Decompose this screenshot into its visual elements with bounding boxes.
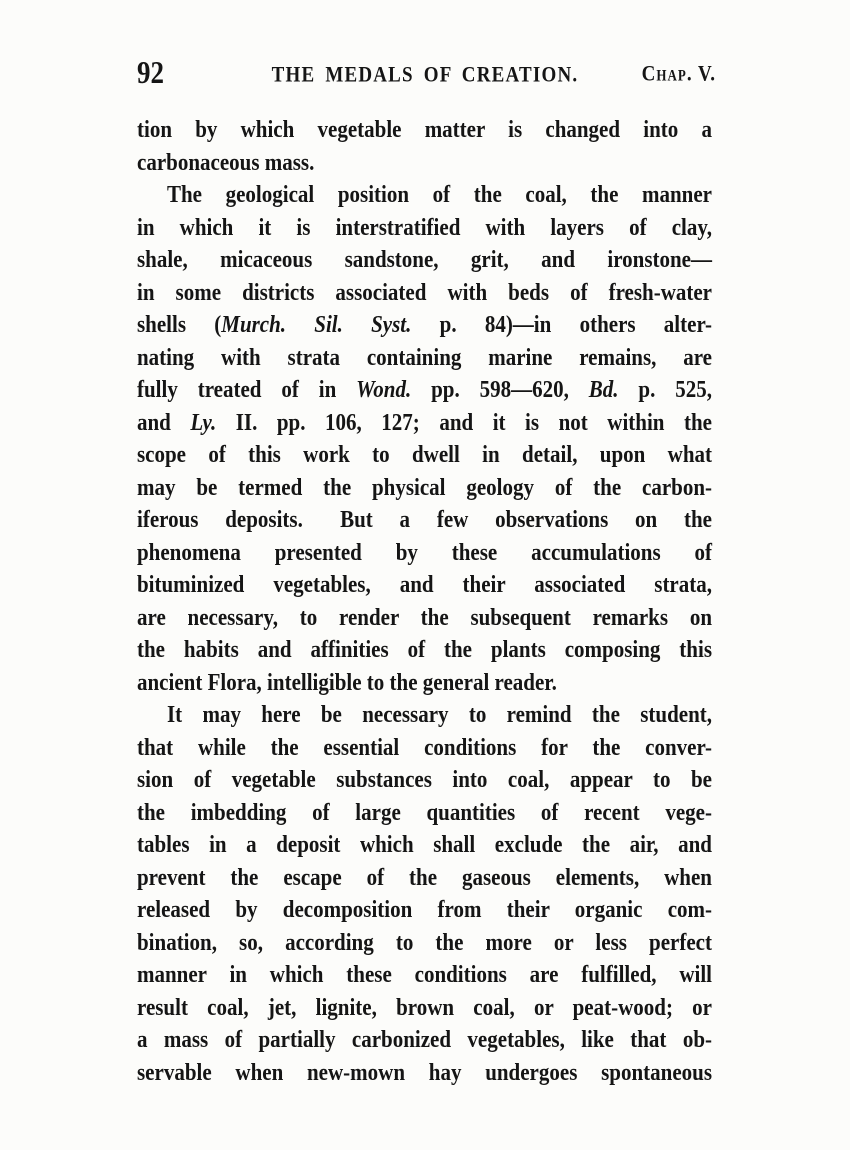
text-segment: tion by which vegetable matter is changed into a	[137, 114, 712, 144]
text-segment: the imbedding of large quantities of recent vege-	[137, 797, 712, 826]
text-segment: nating with strata containing marine remains, are	[137, 342, 712, 371]
running-header-title: THE MEDALS OF CREATION.	[271, 62, 579, 88]
text-segment: carbonaceous mass.	[137, 147, 315, 176]
text-segment: prevent the escape of the gaseous elements, when	[137, 862, 712, 891]
italic-citation: Ly.	[190, 407, 217, 436]
text-segment: phenomena presented by these accumulations of	[137, 537, 712, 566]
text-segment: released by decomposition from their organic com-	[137, 894, 712, 924]
text-segment: the habits and affinities of the plants composing this	[137, 634, 712, 664]
text-segment: fully treated of in	[137, 374, 357, 404]
text-segment: p. 525,	[618, 374, 712, 404]
text-segment: bination, so, according to the more or less perfect	[137, 927, 712, 956]
text-segment: in some districts associated with beds of fresh-water	[137, 277, 712, 306]
text-segment: It may here be necessary to remind the student,	[167, 699, 712, 729]
body-line	[137, 1053, 712, 1091]
text-segment: in which it is interstratified with layers of clay,	[137, 212, 712, 241]
text-segment: p. 84)—in others alter-	[411, 309, 712, 339]
text-segment: ancient Flora, intelligible to the general reader.	[137, 667, 557, 696]
chapter-header: Chap. V.	[641, 61, 716, 87]
text-segment: servable when new-mown hay undergoes spontaneous	[137, 1057, 712, 1086]
text-segment: iferous deposits. But a few observations on the	[137, 504, 712, 534]
text-segment: II. pp. 106, 127; and it is not within the	[216, 407, 712, 436]
page-body	[137, 113, 712, 1088]
text-segment: and	[137, 407, 191, 436]
text-segment: The geological position of the coal, the manner	[167, 179, 712, 209]
text-segment: bituminized vegetables, and their associated strata,	[137, 569, 712, 599]
italic-citation: Murch. Sil. Syst.	[221, 309, 412, 339]
italic-citation: Bd.	[588, 374, 619, 404]
text-segment: a mass of partially carbonized vegetables, like that ob-	[137, 1024, 712, 1054]
text-segment: scope of this work to dwell in detail, upon what	[137, 439, 712, 469]
text-segment: shale, micaceous sandstone, grit, and ironstone—	[137, 244, 712, 274]
text-segment: tables in a deposit which shall exclude the air, and	[137, 829, 712, 859]
text-segment: are necessary, to render the subsequent remarks on	[137, 602, 712, 631]
text-segment: pp. 598—620,	[411, 374, 589, 404]
page-number: 92	[137, 54, 164, 91]
text-segment: sion of vegetable substances into coal, appear to be	[137, 764, 712, 794]
text-segment: manner in which these conditions are fulfilled, will	[137, 959, 712, 989]
text-segment: shells (	[137, 309, 222, 339]
italic-citation: Wond.	[356, 374, 412, 404]
text-segment: may be termed the physical geology of the carbon-	[137, 472, 712, 501]
text-segment: result coal, jet, lignite, brown coal, or peat-wood; or	[137, 992, 712, 1021]
text-segment: that while the essential conditions for the conver-	[137, 732, 712, 761]
